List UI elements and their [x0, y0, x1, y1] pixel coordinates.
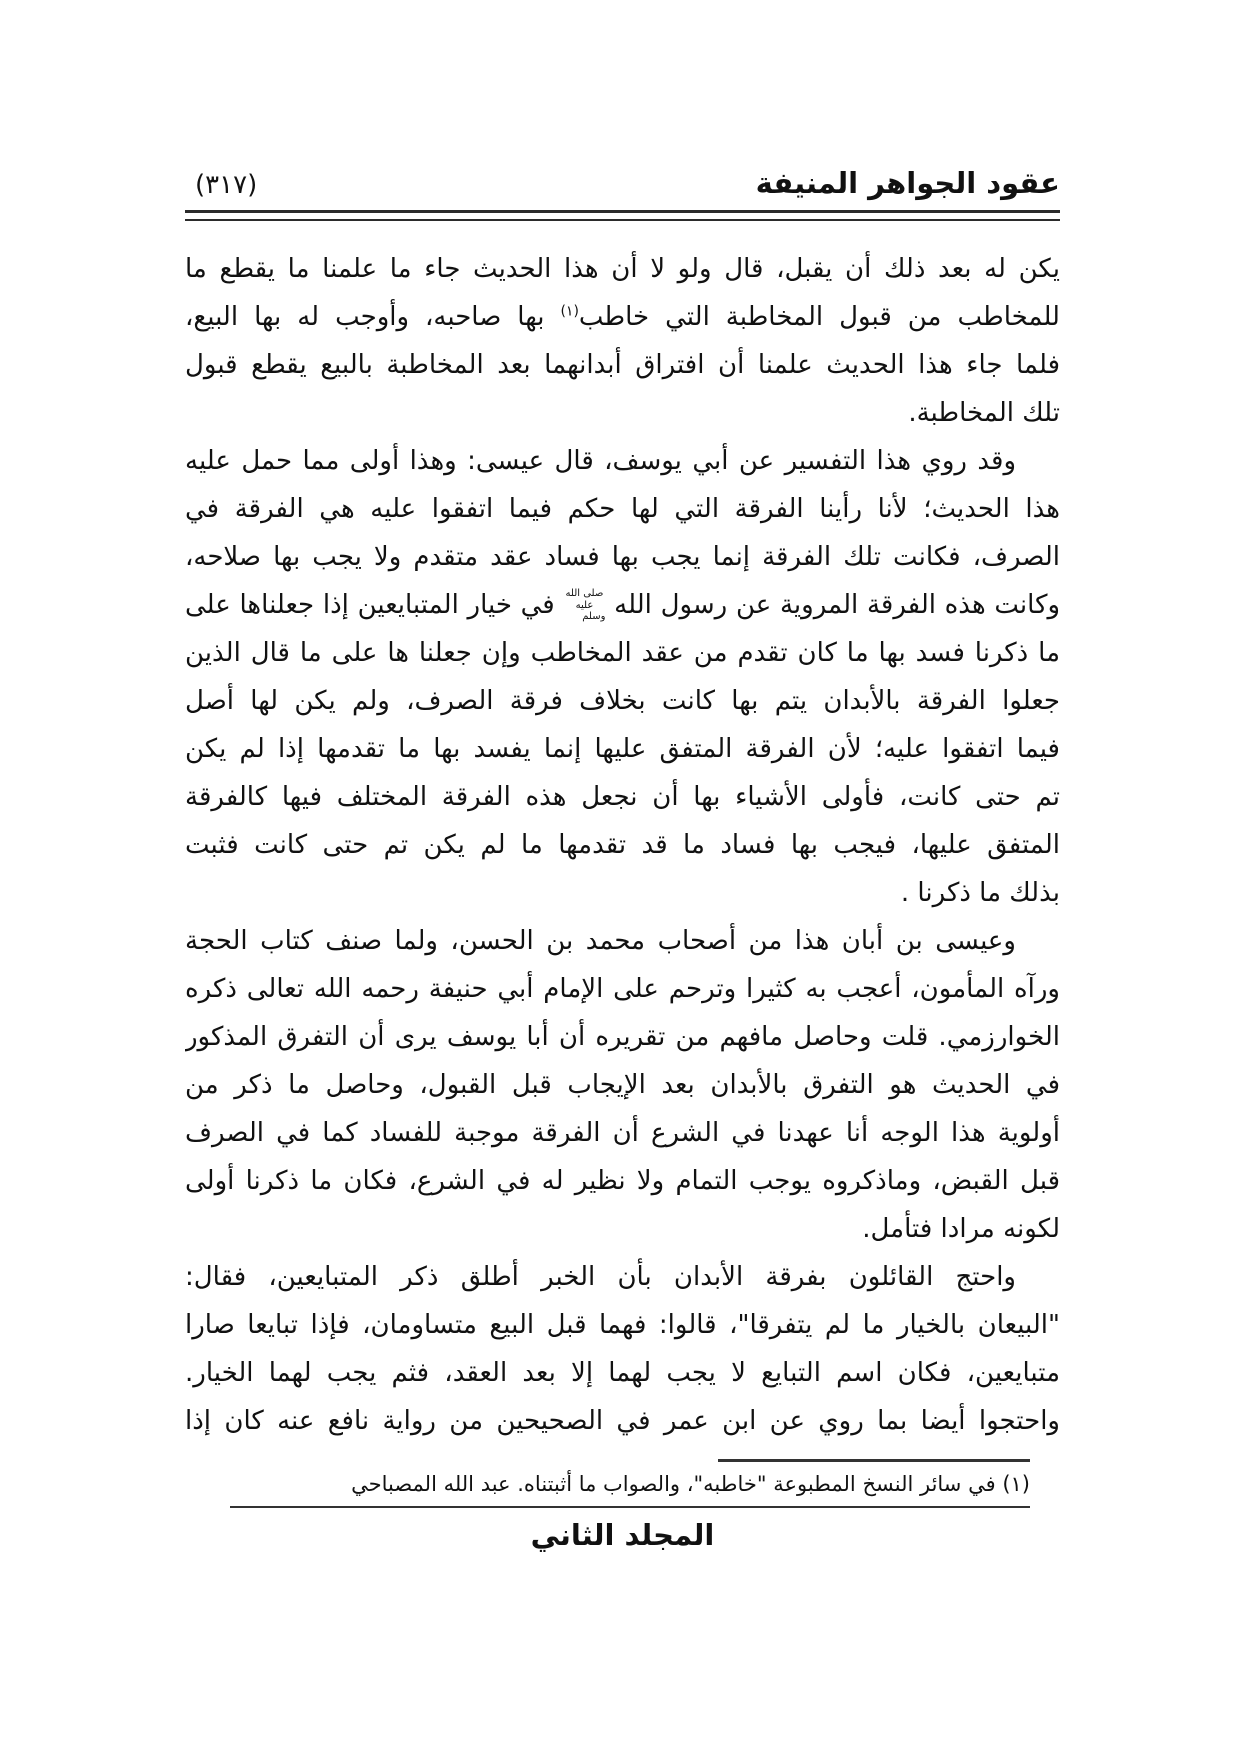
body-line: تم حتى كانت، فأولى الأشياء بها أن نجعل هذه الفرقة المختلف فيها كالفرقة	[185, 782, 1060, 812]
body-line: وقد روي هذا التفسير عن أبي يوسف، قال عيسى: وهذا أولى مما حمل عليه	[185, 446, 1016, 476]
body-line: واحتجوا أيضا بما روي عن ابن عمر في الصحيحين من رواية نافع عنه كان إذا	[185, 1406, 1060, 1436]
body-line: ما ذكرنا فسد بها ما كان تقدم من عقد المخاطب وإن جعلنا ها على ما قال الذين	[185, 638, 1060, 668]
footnote-text: في سائر النسخ المطبوعة "خاطبه"، والصواب ما أثبتناه. عبد الله المصباحي	[351, 1472, 996, 1496]
body-line: ورآه المأمون، أعجب به كثيرا وترحم على الإمام أبي حنيفة رحمه الله تعالى ذكره	[185, 974, 1060, 1004]
page-footer	[185, 1518, 1060, 1552]
header-divider	[185, 210, 1060, 221]
body-text	[185, 245, 1060, 1445]
body-line: تلك المخاطبة.	[908, 398, 1060, 428]
body-line: يكن له بعد ذلك أن يقبل، قال ولو لا أن هذا الحديث جاء ما علمنا ما يقطع ما	[185, 254, 1060, 284]
body-line: فيما اتفقوا عليه؛ لأن الفرقة المتفق عليها إنما يفسد بها ما تقدمها إذا لم يكن	[185, 734, 1060, 764]
body-line: المتفق عليها، فيجب بها فساد ما قد تقدمها ما لم يكن تم حتى كانت فثبت	[185, 830, 1060, 860]
prophet-honorific-symbol: صلى الله عليه وسلم	[565, 588, 606, 623]
page-number: (٣١٧)	[195, 170, 258, 200]
body-line: فلما جاء هذا الحديث علمنا أن افتراق أبدانهما بعد المخاطبة بالبيع يقطع قبول	[185, 350, 1060, 380]
volume-title: المجلد الثاني	[530, 1518, 715, 1553]
footnote-ref: (١)	[560, 303, 579, 320]
body-line: الخوارزمي. قلت وحاصل مافهم من تقريره أن أبا يوسف يرى أن التفرق المذكور	[185, 1022, 1060, 1052]
page-content	[185, 160, 1060, 1552]
body-line: للمخاطب من قبول المخاطبة التي خاطب$^{(١)}$ بها صاحبه، وأوجب له بها البيع،	[185, 302, 1060, 332]
footnote	[185, 1471, 1030, 1497]
body-line: لكونه مرادا فتأمل.	[862, 1214, 1060, 1244]
body-line: بذلك ما ذكرنا .	[900, 878, 1060, 908]
body-line: متبايعين، فكان اسم التبايع لا يجب لهما إلا بعد العقد، فثم يجب لهما الخيار.	[185, 1358, 1060, 1388]
body-line: في الحديث هو التفرق بالأبدان بعد الإيجاب قبل القبول، وحاصل ما ذكر من	[185, 1070, 1060, 1100]
footnote-underline	[230, 1506, 1030, 1508]
paragraph	[185, 245, 1060, 437]
body-line: وكانت هذه الفرقة المروية عن رسول الله صلى الله عليه وسلم في خيار المتبايعين إذا جعلناها على	[185, 588, 1060, 623]
body-line: الصرف، فكانت تلك الفرقة إنما يجب بها فساد عقد متقدم ولا يجب بها صلاحه،	[185, 542, 1060, 572]
body-line: قبل القبض، وماذكروه يوجب التمام ولا نظير له في الشرع، فكان ما ذكرنا أولى	[185, 1166, 1060, 1196]
body-line: هذا الحديث؛ لأنا رأينا الفرقة التي لها حكم فيما اتفقوا عليه هي الفرقة في	[185, 494, 1060, 524]
paragraph	[185, 917, 1060, 1253]
body-line: وعيسى بن أبان هذا من أصحاب محمد بن الحسن، ولما صنف كتاب الحجة	[185, 926, 1016, 956]
body-line: "البيعان بالخيار ما لم يتفرقا"، قالوا: فهما قبل البيع متساومان، فإذا تبايعا صارا	[185, 1310, 1060, 1340]
book-title: عقود الجواهر المنيفة	[755, 166, 1060, 200]
paragraph	[185, 1253, 1060, 1445]
body-line: أولوية هذا الوجه أنا عهدنا في الشرع أن الفرقة موجبة للفساد كما في الصرف	[185, 1118, 1060, 1148]
footnote-separator	[718, 1459, 1030, 1462]
body-line: واحتج القائلون بفرقة الأبدان بأن الخبر أطلق ذكر المتبايعين، فقال:	[185, 1262, 1016, 1292]
page-header	[185, 160, 1060, 200]
footnote-marker: (١)	[1002, 1472, 1030, 1496]
paragraph	[185, 437, 1060, 917]
body-line: جعلوا الفرقة بالأبدان يتم بها كانت بخلاف فرقة الصرف، ولم يكن لها أصل	[185, 686, 1060, 716]
